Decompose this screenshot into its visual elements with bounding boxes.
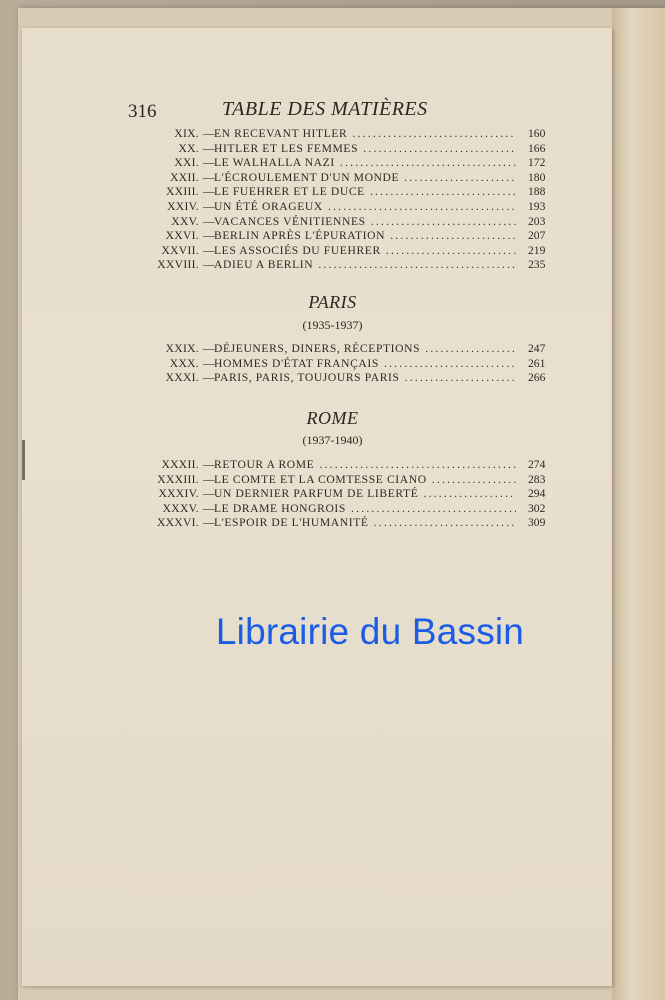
chapter-title: LES ASSOCIÉS DU FUEHRER ..... [214,244,516,259]
chapter-title: DÉJEUNERS, DINERS, RÉCEPTIONS ..... [214,342,516,357]
toc-entry [0,156,665,171]
chapter-title: PARIS, PARIS, TOUJOURS PARIS ..... [214,371,516,386]
chapter-page: 172 [528,156,546,170]
entry-dash: — [203,472,215,486]
watermark-text: Librairie du Bassin [215,611,525,652]
toc-entry [0,200,665,215]
entry-dash: — [203,342,215,355]
chapter-page: 283 [528,472,546,486]
toc-entry [0,487,665,502]
chapter-title: ADIEU A BERLIN ..... [214,258,516,273]
section-dates-paris: (1935-1937) [302,318,363,332]
toc-entry [0,215,665,230]
chapter-title: L'ÉCROULEMENT D'UN MONDE ..... [214,171,516,186]
toc-entry [0,502,665,517]
entry-dash: — [203,185,215,199]
toc-entry [0,142,665,157]
chapter-title: LE COMTE ET LA COMTESSE CIANO ..... [214,473,516,488]
chapter-title: LE WALHALLA NAZI ..... [214,156,516,171]
chapter-numeral: XXXII. [161,458,199,471]
chapter-title: VACANCES VÉNITIENNES ..... [214,215,516,230]
chapter-numeral: XXX. [169,356,199,370]
entry-dash: — [203,501,215,515]
chapter-page: 302 [528,501,546,515]
chapter-title: HITLER ET LES FEMMES ..... [214,142,516,157]
chapter-title: UN ÉTÉ ORAGEUX ..... [214,200,516,215]
chapter-page: 219 [528,243,546,257]
entry-dash: — [203,127,215,140]
toc-group-paris [0,342,665,386]
chapter-numeral: XX. [178,141,199,155]
chapter-numeral: XXII. [170,170,199,184]
chapter-page: 188 [528,185,546,199]
toc-group-rome [0,458,665,531]
entry-dash: — [203,356,215,370]
toc-group-berlin [0,127,665,273]
chapter-numeral: XXXIII. [157,472,199,486]
entry-dash: — [203,199,215,213]
chapter-page: 235 [528,258,546,272]
chapter-page: 274 [528,458,546,471]
chapter-title: EN RECEVANT HITLER ..... [214,127,516,142]
toc-entry [0,229,665,244]
entry-dash: — [203,371,215,385]
page-title: TABLE DES MATIÈRES [222,98,428,120]
chapter-page: 160 [528,127,546,140]
chapter-numeral: XXV. [171,214,199,228]
chapter-numeral: XXVII. [161,243,199,257]
entry-dash: — [203,141,215,155]
toc-entry [0,458,665,473]
section-dates-rome: (1937-1940) [302,433,363,447]
chapter-title: BERLIN APRÈS L'ÉPURATION ..... [214,229,516,244]
toc-entry [0,127,665,142]
chapter-title: HOMMES D'ÉTAT FRANÇAIS ..... [214,357,516,372]
toc-entry [0,244,665,259]
chapter-numeral: XXIX. [165,342,199,355]
entry-dash: — [203,258,215,272]
chapter-numeral: XXVI. [165,229,199,243]
chapter-numeral: XXXV. [162,501,199,515]
entry-dash: — [203,487,215,501]
toc-entry [0,357,665,372]
chapter-numeral: XXXIV. [158,487,199,501]
toc-entry [0,371,665,386]
chapter-page: 180 [528,170,546,184]
section-title-paris: PARIS [308,292,357,312]
page-number: 316 [128,101,157,122]
chapter-page: 193 [528,199,546,213]
toc-entry [0,473,665,488]
chapter-page: 203 [528,214,546,228]
entry-dash: — [203,516,215,530]
toc-entry [0,342,665,357]
chapter-page: 294 [528,487,546,501]
toc-entry [0,171,665,186]
entry-dash: — [203,229,215,243]
entry-dash: — [203,156,215,170]
chapter-numeral: XXIII. [165,185,199,199]
chapter-page: 166 [528,141,546,155]
toc-entry [0,258,665,273]
chapter-title: UN DERNIER PARFUM DE LIBERTÉ ..... [214,487,516,502]
chapter-numeral: XXVIII. [157,258,199,272]
entry-dash: — [203,170,215,184]
chapter-numeral: XXXI. [165,371,199,385]
chapter-page: 207 [528,229,546,243]
chapter-numeral: XXI. [174,156,199,170]
chapter-title: L'ESPOIR DE L'HUMANITÉ ..... [214,516,516,531]
chapter-title: RETOUR A ROME ..... [214,458,516,473]
chapter-title: LE FUEHRER ET LE DUCE ..... [214,185,516,200]
chapter-page: 309 [528,516,546,530]
chapter-page: 247 [528,342,546,355]
toc-entry [0,516,665,531]
chapter-title: LE DRAME HONGROIS ..... [214,502,516,517]
chapter-numeral: XXXVI. [156,516,199,530]
section-title-rome: ROME [306,408,359,428]
entry-dash: — [203,214,215,228]
toc-entry [0,185,665,200]
entry-dash: — [203,458,215,471]
chapter-page: 266 [528,371,546,385]
chapter-page: 261 [528,356,546,370]
chapter-numeral: XXIV. [167,199,199,213]
entry-dash: — [203,243,215,257]
chapter-numeral: XIX. [174,127,199,140]
